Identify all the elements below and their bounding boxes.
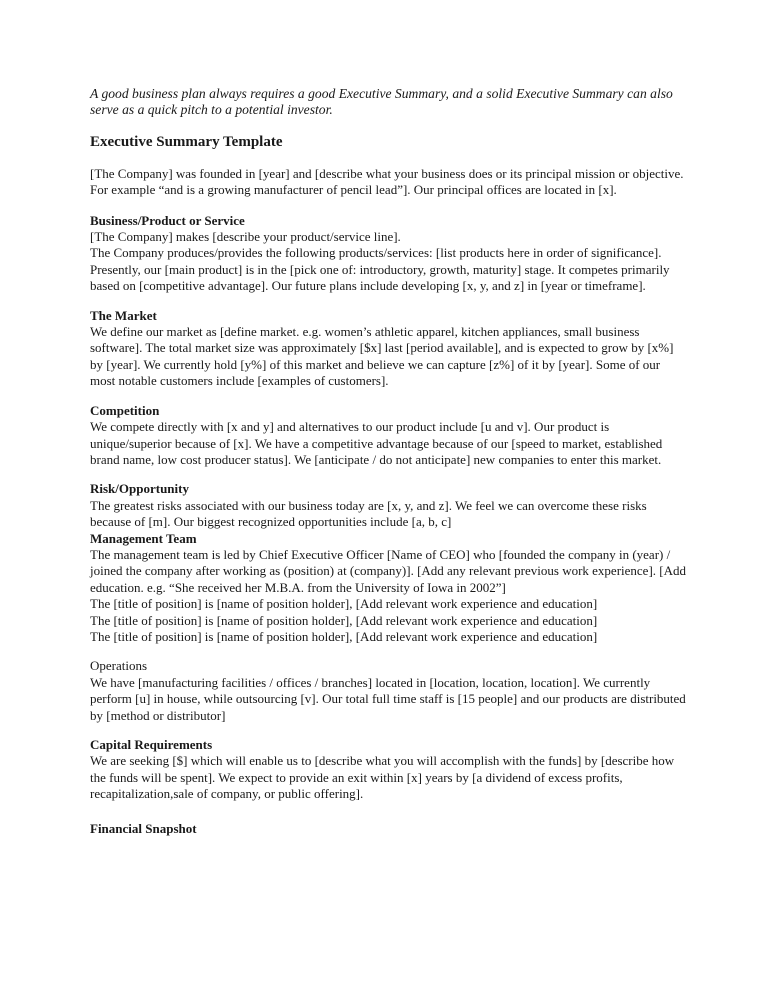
section-paragraph: We have [manufacturing facilities / offices / branches] located in [location, location, location]. We currently perform [u] in house, while outsourcing [v]. Our total full time staff is [15 people] and our products are distributed by [method or distributor] (90, 674, 686, 723)
section-management-team (90, 531, 686, 646)
section-paragraph: We compete directly with [x and y] and alternatives to our product include [u and v]. Our product is unique/superior because of [x]. We have a competitive advantage because of our [speed to market, established brand name, low cost producer status]. We [anticipate / do not anticipate] new companies to enter this market. (90, 419, 663, 467)
section-business-product-or-service (90, 213, 686, 295)
section-risk-opportunity (90, 481, 686, 530)
section-capital-requirements (90, 737, 686, 803)
section-paragraph: The management team is led by Chief Executive Officer [Name of CEO] who [founded the company in (year) / joined the company after working as (position) at (company)]. [Add any relevant previous work experience]. [Add education. e.g. “She received her M.B.A. from the University of Iowa in 2002”] (90, 546, 686, 595)
section-paragraph: The [title of position] is [name of position holder], [Add relevant work experience and education] (90, 596, 598, 612)
section-paragraph: The Company produces/provides the following products/services: [list products here in order of significance]. (90, 245, 662, 261)
document-title: Executive Summary Template (90, 133, 283, 150)
section-the-market (90, 308, 686, 390)
section-heading: Capital Requirements (90, 737, 213, 752)
section-heading: Operations (90, 658, 148, 674)
section-paragraph: We define our market as [define market. e.g. women’s athletic apparel, kitchen appliances, small business software]. The total market size was approximately [$x] last [period available], and is expected to grow by [x%] by [year]. We currently hold [y%] of this market and believe we can capture [z%] of it by [year]. Some of our most notable customers include [examples of customers]. (90, 324, 674, 389)
section-paragraph: The [title of position] is [name of position holder], [Add relevant work experience and education] (90, 628, 598, 644)
section-competition (90, 403, 686, 469)
section-heading: Risk/Opportunity (90, 481, 189, 497)
section-paragraph: The greatest risks associated with our business today are [x, y, and z]. We feel we can overcome these risks because of [m]. Our biggest recognized opportunities include [a, b, c] (90, 497, 647, 530)
intro-note: A good business plan always requires a good Executive Summary, and a solid Executive Summary can also serve as a quick pitch to a potential investor. (90, 86, 673, 118)
section-heading: Competition (90, 402, 160, 418)
section-paragraph: The [title of position] is [name of position holder], [Add relevant work experience and education] (90, 612, 598, 628)
section-heading: The Market (90, 307, 157, 323)
section-operations (90, 658, 686, 724)
section-heading: Business/Product or Service (90, 212, 245, 228)
section-financial-snapshot (90, 821, 686, 837)
section-heading: Management Team (90, 530, 197, 546)
section-paragraph: We are seeking [$] which will enable us to [describe what you will accomplish with the funds] by [describe how the funds will be spent]. We expect to provide an exit within [x] years by [a dividend of excess profits, recapitalization,sale of company, or public offering]. (90, 753, 675, 802)
opening-paragraph: [The Company] was founded in [year] and [describe what your business does or its principal mission or objective. For example “and is a growing manufacturer of pencil lead”]. Our principal offices are located in [x]. (90, 165, 684, 198)
section-paragraph: [The Company] makes [describe your product/service line]. (90, 229, 401, 245)
section-heading: Financial Snapshot (90, 820, 197, 836)
section-paragraph: Presently, our [main product] is in the [pick one of: introductory, growth, maturity] stage. It competes primarily based on [competitive advantage]. Our future plans include developing [x, y, and z] in [year or timeframe]. (90, 261, 670, 294)
